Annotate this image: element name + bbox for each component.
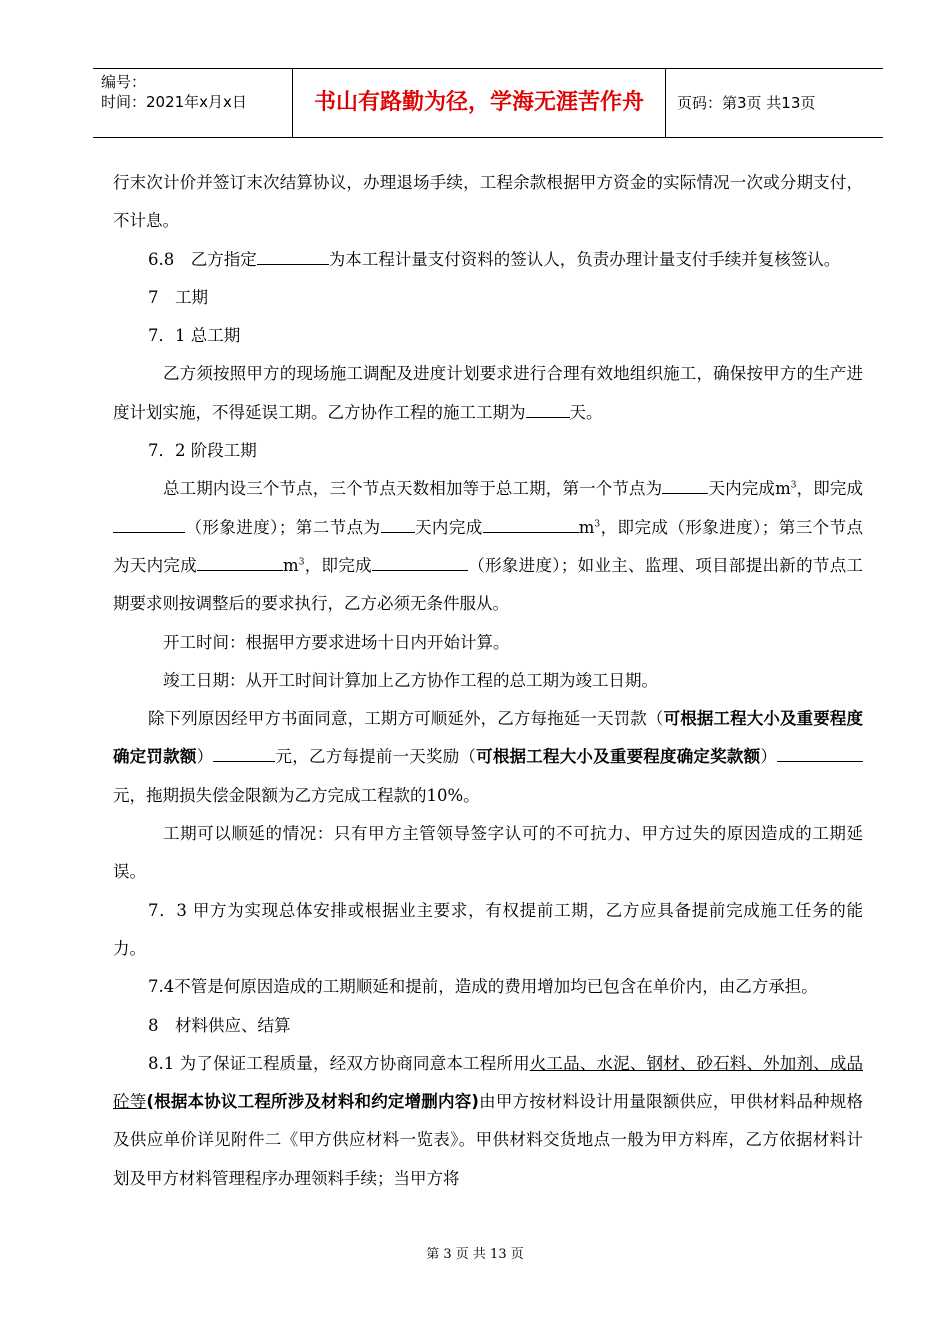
paragraph-7-4: 7.4不管是何原因造成的工期顺延和提前，造成的费用增加均已包含在单价内，由乙方承担。 [148, 977, 818, 997]
document-body [113, 164, 863, 1198]
paragraph-start-time: 开工时间：根据甲方要求进场十日内开始计算。 [163, 632, 510, 652]
paragraph-penalty: 除下列原因经甲方书面同意，工期方可顺延外，乙方每拖延一天罚款（可根据工程大小及重要程度确定罚款额） 元，乙方每提前一天奖励（可根据工程大小及重要程度确定奖款额）元，拖期损失偿金限额为乙方完成工程款的10%。 [113, 709, 864, 805]
header-motto: 书山有路勤为径，学海无涯苦作舟 [293, 69, 666, 137]
code-label: 编号： [101, 73, 147, 91]
paragraph: 行末次计价并签订末次结算协议，办理退场手续，工程余款根据甲方资金的实际情况一次或分期支付，不计息。 [113, 173, 863, 231]
heading-8: 8 材料供应、结算 [148, 1015, 291, 1035]
paragraph-end-date: 竣工日期：从开工时间计算加上乙方协作工程的总工期为竣工日期。 [163, 670, 658, 690]
header-info-cell [93, 69, 293, 137]
page-footer: 第 3 页 共 13 页 [426, 1247, 524, 1262]
heading-7-2: 7．2 阶段工期 [148, 441, 257, 461]
paragraph-7-3: 7．3 甲方为实现总体安排或根据业主要求，有权提前工期，乙方应具备提前完成施工任务的能力。 [113, 900, 863, 958]
paragraph-7-2: 总工期内设三个节点，三个节点天数相加等于总工期，第一个节点为 天内完成$m^3$，即完成（形象进度）；第二节点为 天内完成 $m^3$，即完成（形象进度）；第三个节点为天内完成 $m^3$，即完成 （形象进度）；如业主、监理、项目部提出新的节点工期要求则按调整后的要求执行，乙方必须无条件服从。 [113, 470, 863, 623]
heading-7-1: 7．1 总工期 [148, 326, 241, 346]
time-label: 时间：2021年x月x日 [101, 93, 247, 111]
page-header [93, 68, 883, 138]
header-page-number: 页码：第3页 共13页 [677, 94, 816, 112]
paragraph-7-1: 乙方须按照甲方的现场施工调配及进度计划要求进行合理有效地组织施工，确保按甲方的生产进度计划实施，不得延误工期。乙方协作工程的施工工期为 天。 [113, 364, 863, 422]
paragraph-6-8: 6.8 乙方指定 为本工程计量支付资料的签认人，负责办理计量支付手续并复核签认。 [113, 241, 863, 279]
paragraph-extension: 工期可以顺延的情况：只有甲方主管领导签字认可的不可抗力、甲方过失的原因造成的工期延误。 [113, 824, 863, 882]
heading-7: 7 工期 [148, 287, 208, 307]
paragraph-8-1: 8.1 为了保证工程质量，经双方协商同意本工程所用火工品、水泥、钢材、砂石料、外加剂、成品砼等(根据本协议工程所涉及材料和约定增删内容)由甲方按材料设计用量限额供应，甲供材料品种规格及供应单价详见附件二《甲方供应材料一览表》。甲供材料交货地点一般为甲方料库，乙方依据材料计划及甲方材料管理程序办理领料手续；当甲方将 [113, 1053, 864, 1188]
